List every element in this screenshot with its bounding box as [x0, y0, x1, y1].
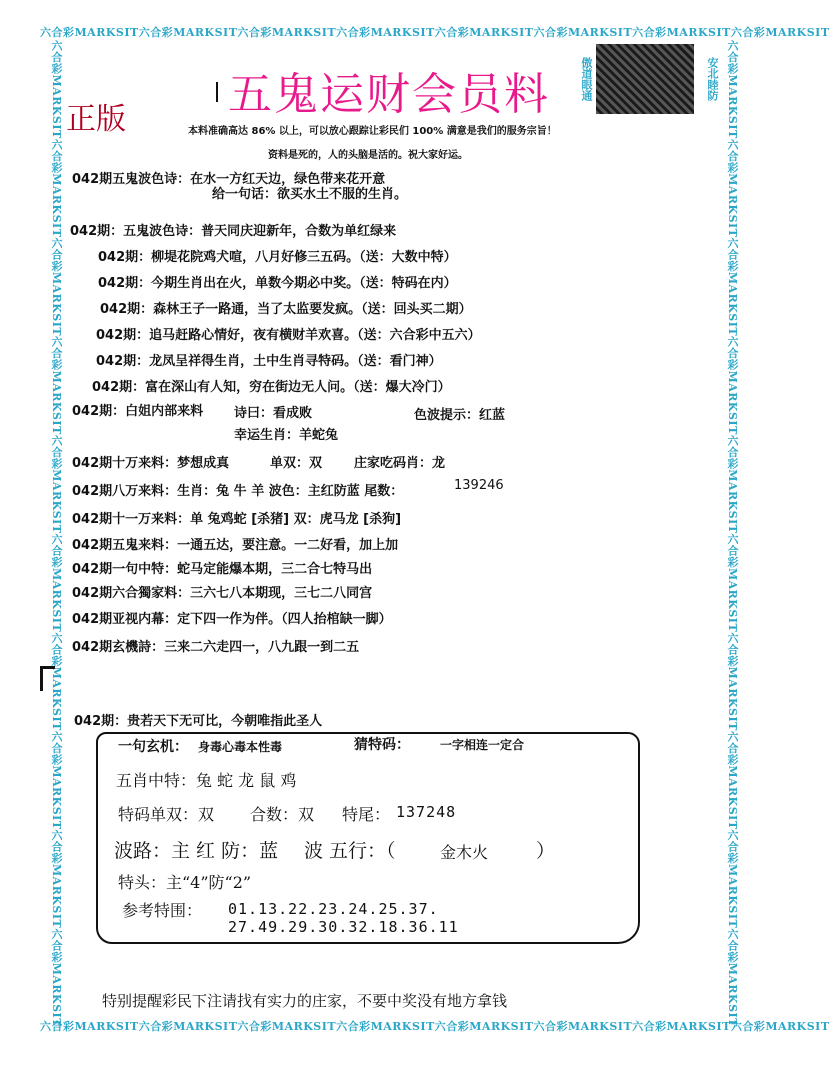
slogan-accuracy: 本料准确高达 86% 以上，可以放心跟踪让彩民们 100% 满意是我们的服务宗旨！ [188, 126, 557, 137]
line-baijie-source: 042期：白姐内部来料 [72, 404, 204, 419]
line-100k-odd-even: 单双：双 [270, 456, 323, 471]
box-xuanji-value: 身毒心毒本性毒 [198, 740, 283, 754]
box-tail-value: 137248 [396, 803, 457, 821]
qr-left-label: 傲道眼通 [580, 57, 593, 101]
box-head: 特头：主“4”防“2” [118, 873, 252, 892]
border-left-watermark: 六合彩MARKSIT六合彩MARKSIT六合彩MARKSIT六合彩MARKSIT六合彩MARKSIT六合彩MARKSIT六合彩MARKSIT六合彩MARKSIT六合彩MARKSIT六合彩MARKSIT [50, 40, 63, 1027]
box-sum: 合数：双 [250, 805, 315, 824]
line-80k-tail-digits: 139246 [454, 478, 504, 493]
box-xuanji-label: 一句玄机： [118, 739, 188, 755]
line-042-d: 042期：追马赶路心情好，夜有横财羊欢喜。（送：六合彩中五六） [96, 328, 481, 343]
line-100k-banker: 庄家吃码肖：龙 [354, 456, 446, 471]
qr-right-label: 安北睦防 [706, 57, 719, 101]
box-five-elements-close: ） [536, 840, 556, 862]
genuine-badge: 正版 [66, 102, 126, 137]
line-042-c: 042期：森林王子一路通，当了太监要发疯。（送：回头买二期） [100, 302, 472, 317]
line-lucky-zodiac: 幸运生肖：羊蛇兔 [234, 428, 339, 443]
box-odd-even: 特码单双：双 [118, 805, 215, 824]
line-110k-source: 042期十一万来料：单 兔鸡蛇 [杀猪] 双：虎马龙 [杀狗] [72, 512, 402, 527]
line-mystery-poem: 042期玄機詩：三来二六走四一，八九跟一到二五 [72, 640, 360, 655]
box-five-zodiac: 五肖中特：兔 蛇 龙 鼠 鸡 [116, 771, 297, 790]
line-one-sentence: 042期一句中特：蛇马定能爆本期，三二合七特马出 [72, 562, 373, 577]
line-atv-insider: 042期亚视内幕：定下四一作为伴。（四人抬棺缺一脚） [72, 612, 392, 627]
box-riddle-label: 猜特码： [354, 737, 410, 753]
box-five-elements-value: 金木火 [440, 843, 489, 862]
box-wave: 波路：主 红 防：蓝 [114, 840, 279, 862]
line-poem-2: 042期：五鬼波色诗：普天同庆迎新年，合数为单红绿来 [70, 224, 397, 239]
line-hint-1: 给一句话：欲买水土不服的生肖。 [212, 187, 408, 202]
box-five-elements-label: 波 五行：（ [304, 840, 396, 862]
line-baijie-poem: 诗曰：看成败 [234, 406, 313, 421]
line-042-e: 042期：龙凤呈祥得生肖，土中生肖寻特码。（送：看门神） [96, 354, 442, 369]
box-reference-row-2: 27.49.29.30.32.18.36.11 [228, 918, 459, 936]
border-top-watermark: 六合彩MARKSIT六合彩MARKSIT六合彩MARKSIT六合彩MARKSIT六合彩MARKSIT六合彩MARKSIT六合彩MARKSIT六合彩MARKSIT [40, 26, 830, 39]
border-right-watermark: 六合彩MARKSIT六合彩MARKSIT六合彩MARKSIT六合彩MARKSIT六合彩MARKSIT六合彩MARKSIT六合彩MARKSIT六合彩MARKSIT六合彩MARKSIT六合彩MARKSIT [726, 40, 739, 1027]
line-042-a: 042期：柳堤花院鸡犬喧，八月好修三五码。（送：大数中特） [98, 250, 457, 265]
line-100k-source: 042期十万来料：梦想成真 [72, 456, 230, 471]
box-tail-label: 特尾： [342, 805, 391, 824]
line-042-b: 042期：今期生肖出在火，单数今期必中奖。（送：特码在内） [98, 276, 457, 291]
line-poem-1: 042期五鬼波色诗：在水一方红天边，绿色带来花开意 [72, 172, 386, 187]
box-reference-row-1: 01.13.22.23.24.25.37. [228, 900, 439, 918]
line-wugui-source: 042期五鬼来料：一通五达，要注意。一二好看，加上加 [72, 538, 399, 553]
line-042-f: 042期：富在深山有人知，穷在街边无人问。（送：爆大冷门） [92, 380, 451, 395]
page-title: 五鬼运财会员料 [228, 69, 550, 120]
left-corner-mark [40, 666, 55, 691]
title-cursor-bar [216, 82, 218, 102]
line-noble: 042期：贵若天下无可比，今朝唯指此圣人 [74, 714, 323, 729]
slogan-luck: 资料是死的，人的头脑是活的。祝大家好运。 [268, 150, 468, 161]
line-80k-source: 042期八万来料：生肖：兔 牛 羊 波色：主红防蓝 尾数： [72, 484, 404, 499]
line-exclusive: 042期六合獨家料：三六七八本期现，三七二八同宫 [72, 586, 373, 601]
box-riddle-value: 一字相连一定合 [440, 738, 525, 752]
box-reference-label: 参考特围： [122, 901, 203, 920]
qr-code-image [596, 44, 694, 114]
line-baijie-color: 色波提示：红蓝 [414, 408, 506, 423]
footer-reminder: 特别提醒彩民下注请找有实力的庄家，不要中奖没有地方拿钱 [102, 992, 508, 1010]
border-bottom-watermark: 六合彩MARKSIT六合彩MARKSIT六合彩MARKSIT六合彩MARKSIT六合彩MARKSIT六合彩MARKSIT六合彩MARKSIT六合彩MARKSIT [40, 1020, 830, 1033]
